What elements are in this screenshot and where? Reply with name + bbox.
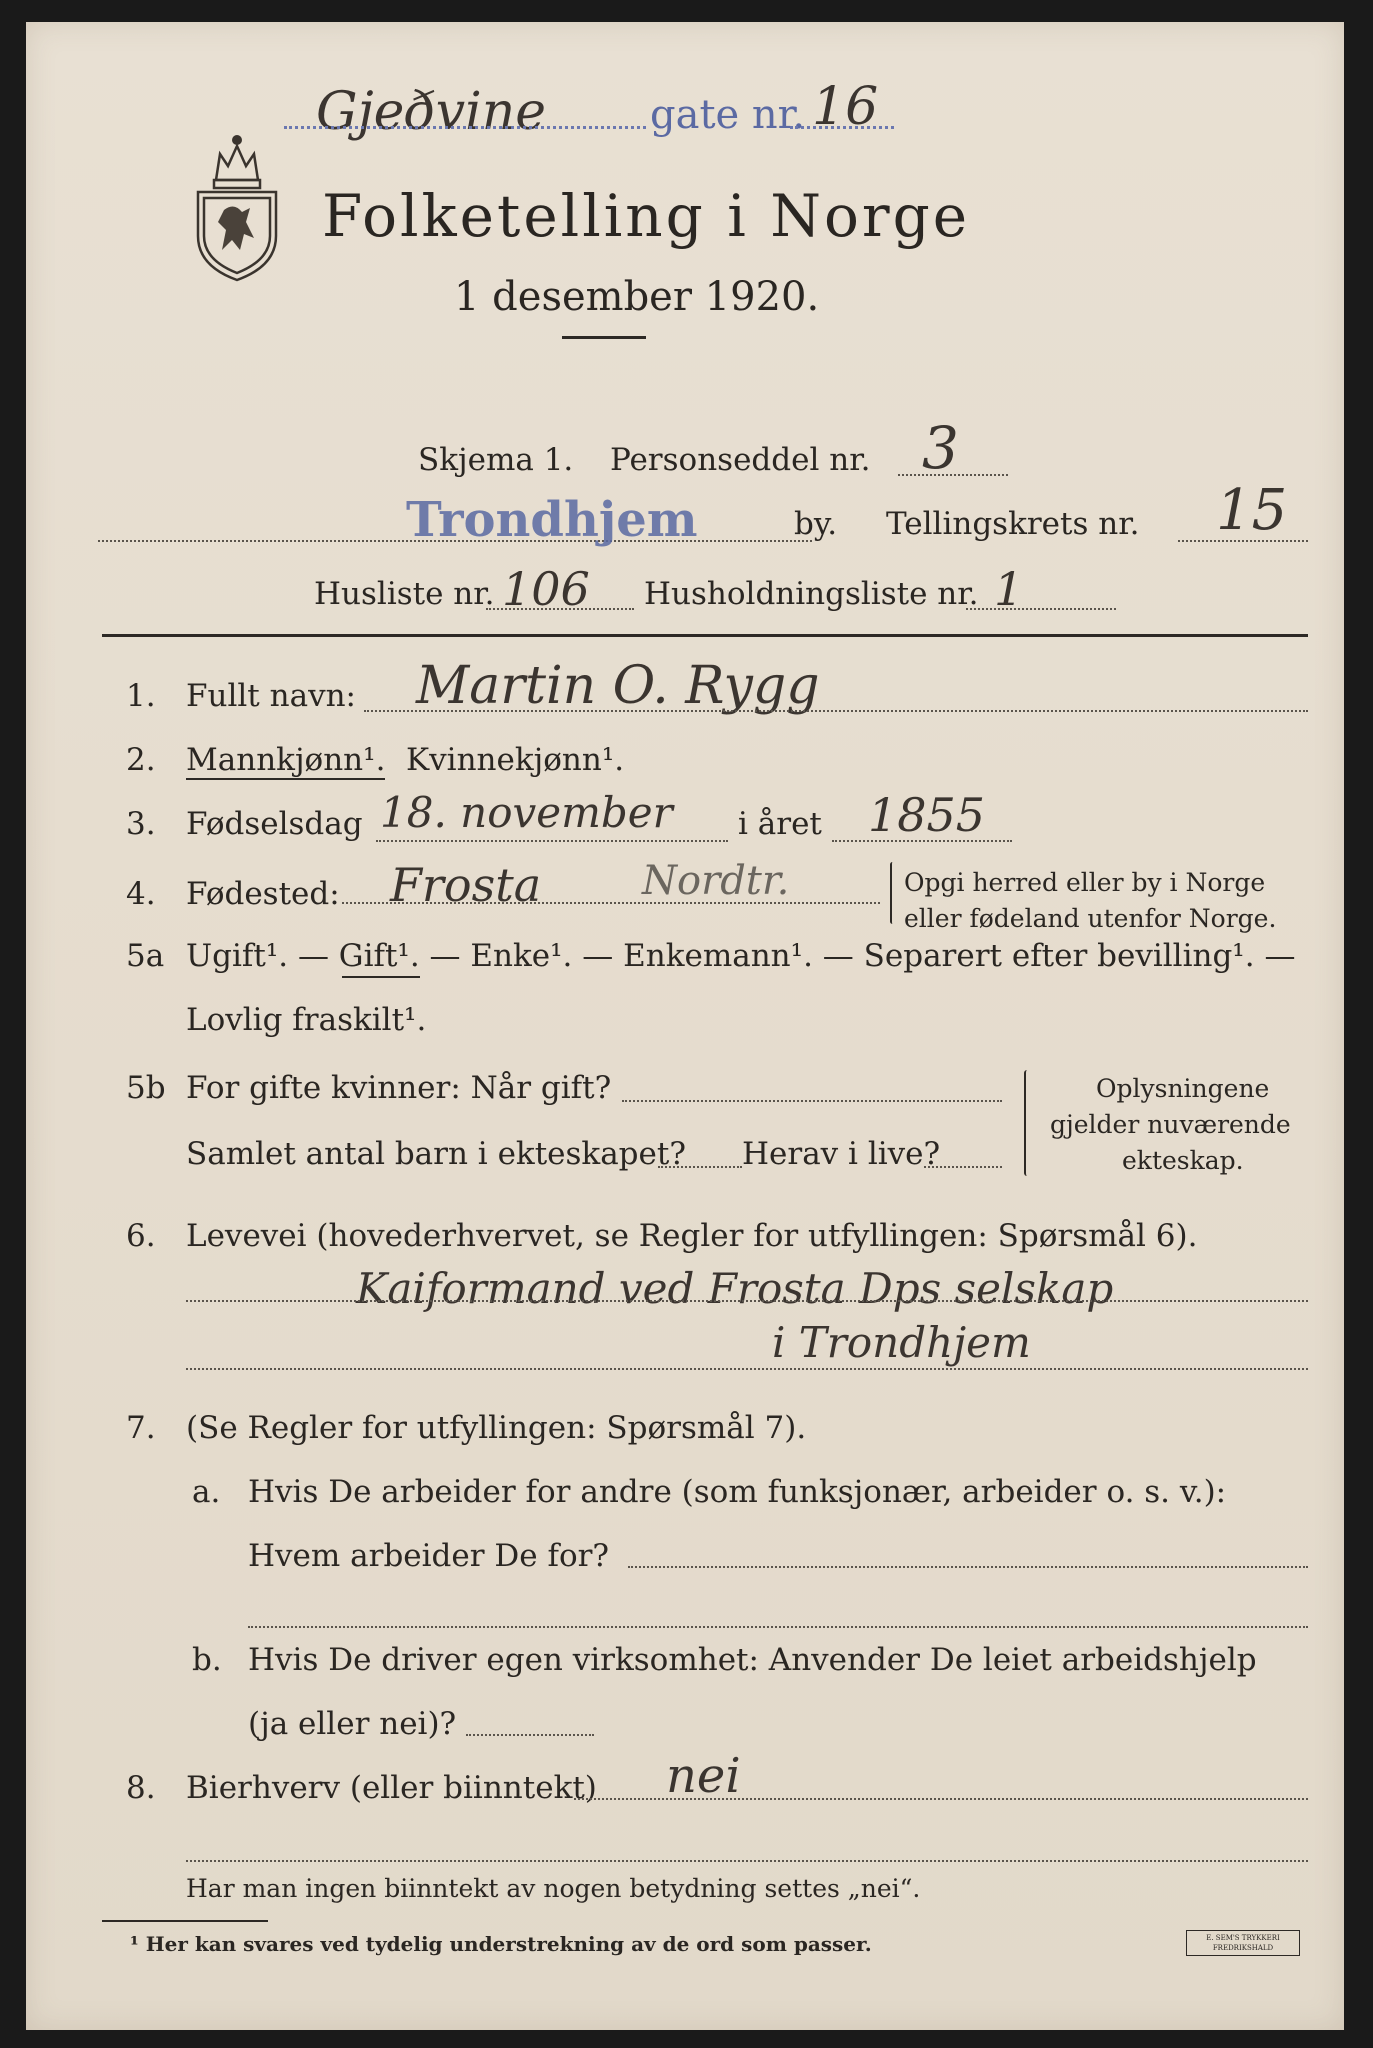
q4-note-1: Opgi herred eller by i Norge xyxy=(904,868,1266,897)
q5b-note-3: ekteskap. xyxy=(1122,1146,1244,1175)
q4-brace xyxy=(890,862,895,924)
skjema-label: Skjema 1. xyxy=(418,442,574,478)
footnote: ¹ Her kan svares ved tydelig understrekning av de ord som passer. xyxy=(130,1932,872,1956)
q5b-brace xyxy=(1024,1070,1030,1176)
q5b-note-2: gjelder nuværende xyxy=(1050,1110,1291,1139)
personseddel-label: Personseddel nr. xyxy=(610,442,871,478)
q1-line xyxy=(364,710,1308,712)
q3-number: 3. xyxy=(126,806,156,842)
gate-number: 16 xyxy=(812,77,879,137)
q6-number: 6. xyxy=(126,1218,156,1254)
q6-line2 xyxy=(186,1368,1308,1370)
form-title: Folketelling i Norge xyxy=(322,182,971,250)
gate-label: gate nr. xyxy=(650,92,806,138)
q7-number: 7. xyxy=(126,1410,156,1446)
husliste-label: Husliste nr. xyxy=(314,576,495,612)
q7b-line2: (ja eller nei)? xyxy=(248,1706,457,1742)
side-income: nei xyxy=(666,1748,741,1804)
q5b-note-1: Oplysningene xyxy=(1096,1074,1270,1103)
birthplace: Frosta xyxy=(390,858,542,912)
husliste-line xyxy=(486,608,634,610)
q5b-line1: For gifte kvinner: Når gift? xyxy=(186,1070,612,1106)
q7a-line1: Hvis De arbeider for andre (som funksjonær, arbeider o. s. v.): xyxy=(248,1474,1227,1510)
husholdning-number: 1 xyxy=(994,562,1024,616)
q1-label: Fullt navn: xyxy=(186,678,356,714)
q7-label: (Se Regler for utfyllingen: Spørsmål 7). xyxy=(186,1410,807,1446)
gender-male: Mannkjønn¹. xyxy=(186,742,386,778)
q4-number: 4. xyxy=(126,876,156,912)
q6-label: Levevei (hovederhvervet, se Regler for utfyllingen: Spørsmål 6). xyxy=(186,1218,1198,1254)
printer-mark: E. SEM'S TRYKKERI FREDRIKSHALD xyxy=(1186,1930,1300,1956)
marital-status-options-2: Lovlig fraskilt¹. xyxy=(186,1002,427,1038)
q5b-number: 5b xyxy=(126,1070,166,1106)
census-form xyxy=(26,22,1344,2030)
q5b-alive-line xyxy=(924,1166,1002,1168)
tellingskrets-number: 15 xyxy=(1216,478,1288,543)
gate-line xyxy=(790,126,894,129)
occupation-line2: i Trondhjem xyxy=(772,1318,1031,1367)
footer-note: Har man ingen biinntekt av nogen betydning settes „nei“. xyxy=(186,1874,921,1903)
gift-underline xyxy=(342,976,420,978)
q7a-line xyxy=(628,1566,1308,1568)
personseddel-number: 3 xyxy=(922,414,959,482)
gender-female: Kvinnekjønn¹. xyxy=(406,742,625,778)
birth-day: 18. november xyxy=(380,788,673,837)
q2-number: 2. xyxy=(126,742,156,778)
birth-year: 1855 xyxy=(868,788,986,842)
q5a-number: 5a xyxy=(126,938,165,974)
q3-year-label: i året xyxy=(738,806,822,842)
city-stamp: Trondhjem xyxy=(406,492,698,548)
q4-label: Fødested: xyxy=(186,876,340,912)
q7b-line1: Hvis De driver egen virksomhet: Anvender De leiet arbeidshjelp xyxy=(248,1642,1257,1678)
q7b-letter: b. xyxy=(192,1642,222,1678)
q8-line-extra xyxy=(186,1860,1308,1862)
q4-line xyxy=(342,902,880,904)
husliste-number: 106 xyxy=(502,562,590,616)
section-divider xyxy=(102,634,1308,637)
occupation-line1: Kaiformand ved Frosta Dps selskap xyxy=(356,1264,1114,1313)
q5b-line1-dots xyxy=(622,1100,1002,1102)
q7a-letter: a. xyxy=(192,1474,221,1510)
full-name: Martin O. Rygg xyxy=(416,656,820,716)
q3-label: Fødselsdag xyxy=(186,806,363,842)
q1-number: 1. xyxy=(126,678,156,714)
q5b-alive-label: Herav i live? xyxy=(742,1136,941,1172)
title-divider xyxy=(562,336,646,339)
marital-status-options: Ugift¹. — Gift¹. — Enke¹. — Enkemann¹. — Separert efter bevilling¹. — xyxy=(186,938,1296,974)
q6-line1 xyxy=(186,1300,1308,1302)
tellingskrets-label: Tellingskrets nr. xyxy=(886,506,1140,542)
q8-line xyxy=(574,1798,1308,1800)
tellingskrets-line xyxy=(1178,540,1308,542)
q4-note-2: eller fødeland utenfor Norge. xyxy=(904,904,1277,933)
q3-year-line xyxy=(832,840,1012,842)
q8-label: Bierhverv (eller biinntekt) xyxy=(186,1770,597,1806)
q7a-line2: Hvem arbeider De for? xyxy=(248,1538,610,1574)
q8-number: 8. xyxy=(126,1770,156,1806)
street-name: Gjeðvine xyxy=(316,82,547,142)
coat-of-arms-icon xyxy=(194,126,280,282)
q5b-children-label: Samlet antal barn i ekteskapet? xyxy=(186,1136,686,1172)
q3-day-line xyxy=(376,840,728,842)
husholdning-line xyxy=(966,608,1116,610)
personseddel-line xyxy=(898,474,1008,476)
census-date: 1 desember 1920. xyxy=(454,274,820,320)
birthplace-county: Nordtr. xyxy=(642,858,790,904)
street-line xyxy=(284,126,646,129)
q7b-line xyxy=(466,1734,594,1736)
husholdning-label: Husholdningsliste nr. xyxy=(644,576,979,612)
q7a-line-extra xyxy=(248,1626,1308,1628)
by-label: by. xyxy=(794,506,838,542)
q5b-children-line xyxy=(658,1166,742,1168)
footnote-divider xyxy=(102,1920,268,1922)
